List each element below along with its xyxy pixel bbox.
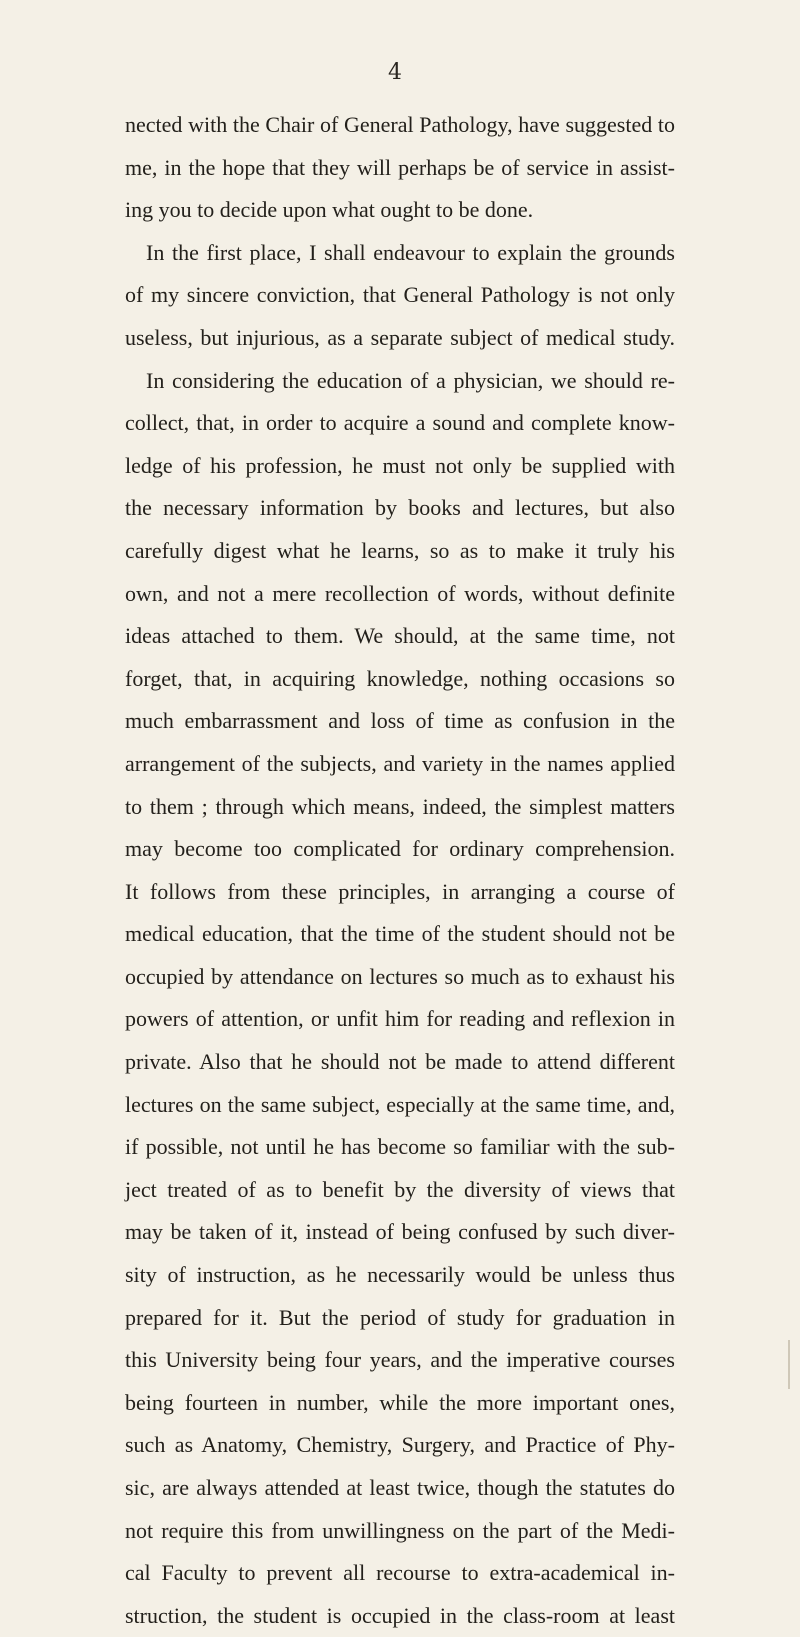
text-line: nected with the Chair of General Pathology, have suggested to xyxy=(125,112,675,137)
text-line: useless, but injurious, as a separate subject of medical study. xyxy=(125,324,675,350)
text-line: ing you to decide upon what ought to be done. xyxy=(125,197,534,223)
text-line: powers of attention, or unfit him for reading and reflexion in xyxy=(125,1006,675,1032)
text-line: private. Also that he should not be made to attend different xyxy=(125,1049,675,1075)
text-line: may be taken of it, instead of being confused by such diver- xyxy=(125,1219,675,1245)
text-line: if possible, not until he has become so familiar with the sub- xyxy=(125,1134,675,1160)
text-line: medical education, that the time of the student should not be xyxy=(125,921,675,947)
text-line: In considering the education of a physician, we should re- xyxy=(146,367,675,393)
text-line: me, in the hope that they will perhaps be of service in assist- xyxy=(125,154,675,180)
text-line: own, and not a mere recollection of words, without definite xyxy=(125,580,675,606)
page-number: 4 xyxy=(388,60,402,85)
page-edge-shadow xyxy=(788,1340,790,1389)
text-line: occupied by attendance on lectures so much as to exhaust his xyxy=(125,963,675,989)
text-line: ideas attached to them. We should, at the same time, not xyxy=(125,623,675,649)
text-line: arrangement of the subjects, and variety in the names applied xyxy=(125,750,675,776)
text-line: struction, the student is occupied in the class-room at least xyxy=(125,1602,675,1628)
text-line: In the first place, I shall endeavour to explain the grounds xyxy=(146,239,675,265)
text-line: ledge of his profession, he must not only be supplied with xyxy=(125,452,675,478)
text-line: lectures on the same subject, especially at the same time, and, xyxy=(125,1091,675,1117)
text-line: may become too complicated for ordinary comprehension. xyxy=(125,836,675,862)
text-line: cal Faculty to prevent all recourse to extra-academical in- xyxy=(125,1560,675,1586)
text-line: this University being four years, and the imperative courses xyxy=(125,1347,675,1373)
text-line: carefully digest what he learns, so as to make it truly his xyxy=(125,537,675,563)
text-line: ject treated of as to benefit by the diversity of views that xyxy=(125,1176,675,1202)
text-line: forget, that, in acquiring knowledge, nothing occasions so xyxy=(125,665,675,691)
text-line: being fourteen in number, while the more important ones, xyxy=(125,1389,675,1415)
text-line: much embarrassment and loss of time as confusion in the xyxy=(125,708,675,734)
text-line: the necessary information by books and lectures, but also xyxy=(125,495,675,521)
text-line: such as Anatomy, Chemistry, Surgery, and Practice of Phy- xyxy=(125,1432,675,1458)
text-line: sic, are always attended at least twice, though the statutes do xyxy=(125,1475,675,1500)
text-line: to them ; through which means, indeed, the simplest matters xyxy=(125,793,675,819)
text-line: It follows from these principles, in arranging a course of xyxy=(125,878,675,904)
text-line: collect, that, in order to acquire a sound and complete know- xyxy=(125,410,675,436)
text-line: prepared for it. But the period of study for graduation in xyxy=(125,1304,675,1330)
body-text xyxy=(125,104,675,1637)
text-line: sity of instruction, as he necessarily would be unless thus xyxy=(125,1262,675,1288)
text-line: of my sincere conviction, that General Pathology is not only xyxy=(125,282,675,308)
text-line: not require this from unwillingness on the part of the Medi- xyxy=(125,1517,675,1543)
